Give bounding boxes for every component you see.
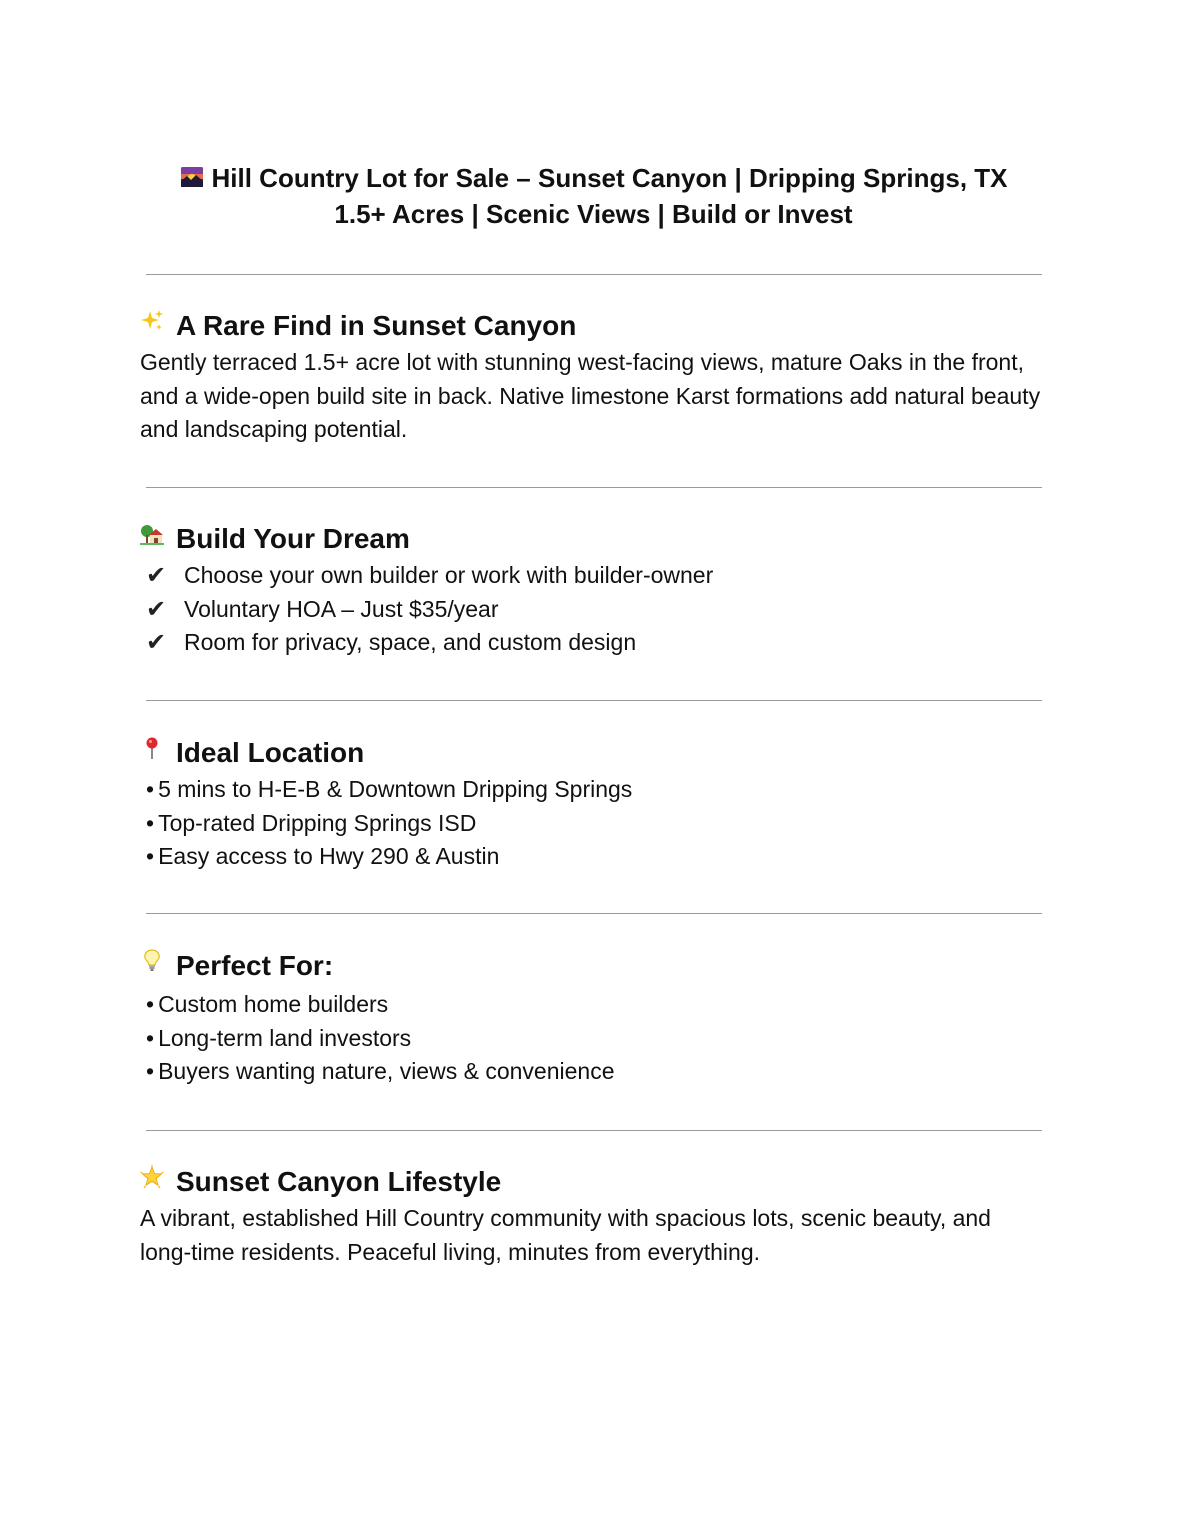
divider	[146, 913, 1042, 914]
list-item	[140, 1055, 1047, 1089]
section-body: A vibrant, established Hill Country community with spacious lots, scenic beauty, and long-time residents. Peaceful living, minutes from everything.	[140, 1205, 991, 1265]
section-ideal-location	[140, 735, 1047, 874]
bullet: •	[146, 809, 155, 836]
sparkles-icon	[140, 309, 164, 333]
list-item-text: Voluntary HOA – Just $35/year	[184, 595, 499, 622]
heading-text: A Rare Find in Sunset Canyon	[176, 310, 577, 341]
list-item	[140, 1022, 1047, 1056]
heading-text: Sunset Canyon Lifestyle	[176, 1166, 502, 1197]
sunset-icon	[180, 165, 204, 189]
bullet: •	[146, 1024, 155, 1051]
bullet: •	[146, 991, 155, 1017]
list-item	[140, 593, 1047, 627]
list-item-text: Long-term land investors	[158, 1024, 412, 1051]
feature-list	[140, 559, 1047, 660]
list-item-text: Choose your own builder or work with builder-owner	[184, 562, 714, 588]
location-list	[140, 773, 1047, 874]
list-item-text: Easy access to Hwy 290 & Austin	[158, 843, 500, 869]
section-heading	[140, 1164, 1047, 1200]
section-heading	[140, 948, 1047, 984]
list-item	[140, 626, 1047, 660]
list-item	[140, 773, 1047, 807]
bullet: •	[146, 843, 155, 869]
document-title	[140, 160, 1047, 232]
list-item	[140, 807, 1047, 841]
divider	[146, 487, 1042, 488]
section-perfect-for	[140, 948, 1047, 1089]
list-item-text: Room for privacy, space, and custom design	[184, 629, 637, 655]
list-item-text: Top-rated Dripping Springs ISD	[158, 809, 477, 836]
heading-text: Build Your Dream	[176, 523, 410, 554]
section-body: Gently terraced 1.5+ acre lot with stunning west-facing views, mature Oaks in the front, and a wide-open build site in back. Native limestone Karst formations add natural beauty and landscaping potential.	[140, 349, 1041, 442]
section-heading	[140, 735, 1047, 771]
heading-text: Ideal Location	[176, 737, 365, 768]
list-item-text: Buyers wanting nature, views & convenience	[158, 1058, 615, 1084]
section-heading	[140, 308, 1047, 344]
round-pushpin-icon	[140, 736, 164, 760]
light-bulb-icon	[140, 949, 164, 973]
glowing-star-icon	[140, 1165, 164, 1189]
title-line-2: 1.5+ Acres | Scenic Views | Build or Invest	[334, 199, 853, 229]
section-rare-find	[140, 308, 1047, 447]
list-item	[140, 988, 1047, 1022]
title-line-1	[140, 160, 1047, 196]
list-item	[140, 559, 1047, 593]
heading-text: Perfect For:	[176, 950, 334, 981]
house-with-garden-icon	[140, 522, 164, 546]
audience-list	[140, 988, 1047, 1089]
divider	[146, 274, 1042, 275]
section-heading	[140, 521, 1047, 557]
section-lifestyle	[140, 1164, 1047, 1269]
bullet: •	[146, 776, 155, 802]
list-item-text: Custom home builders	[158, 991, 389, 1017]
check-mark-icon: ✔	[146, 595, 167, 623]
list-item	[140, 840, 1047, 874]
divider	[146, 700, 1042, 701]
section-build-your-dream	[140, 521, 1047, 660]
check-mark-icon: ✔	[146, 629, 167, 656]
title-text-1: Hill Country Lot for Sale – Sunset Canyon | Dripping Springs, TX	[211, 163, 1008, 193]
check-mark-icon: ✔	[146, 562, 167, 589]
divider	[146, 1130, 1042, 1131]
list-item-text: 5 mins to H-E-B & Downtown Dripping Springs	[158, 776, 633, 802]
bullet: •	[146, 1058, 155, 1084]
